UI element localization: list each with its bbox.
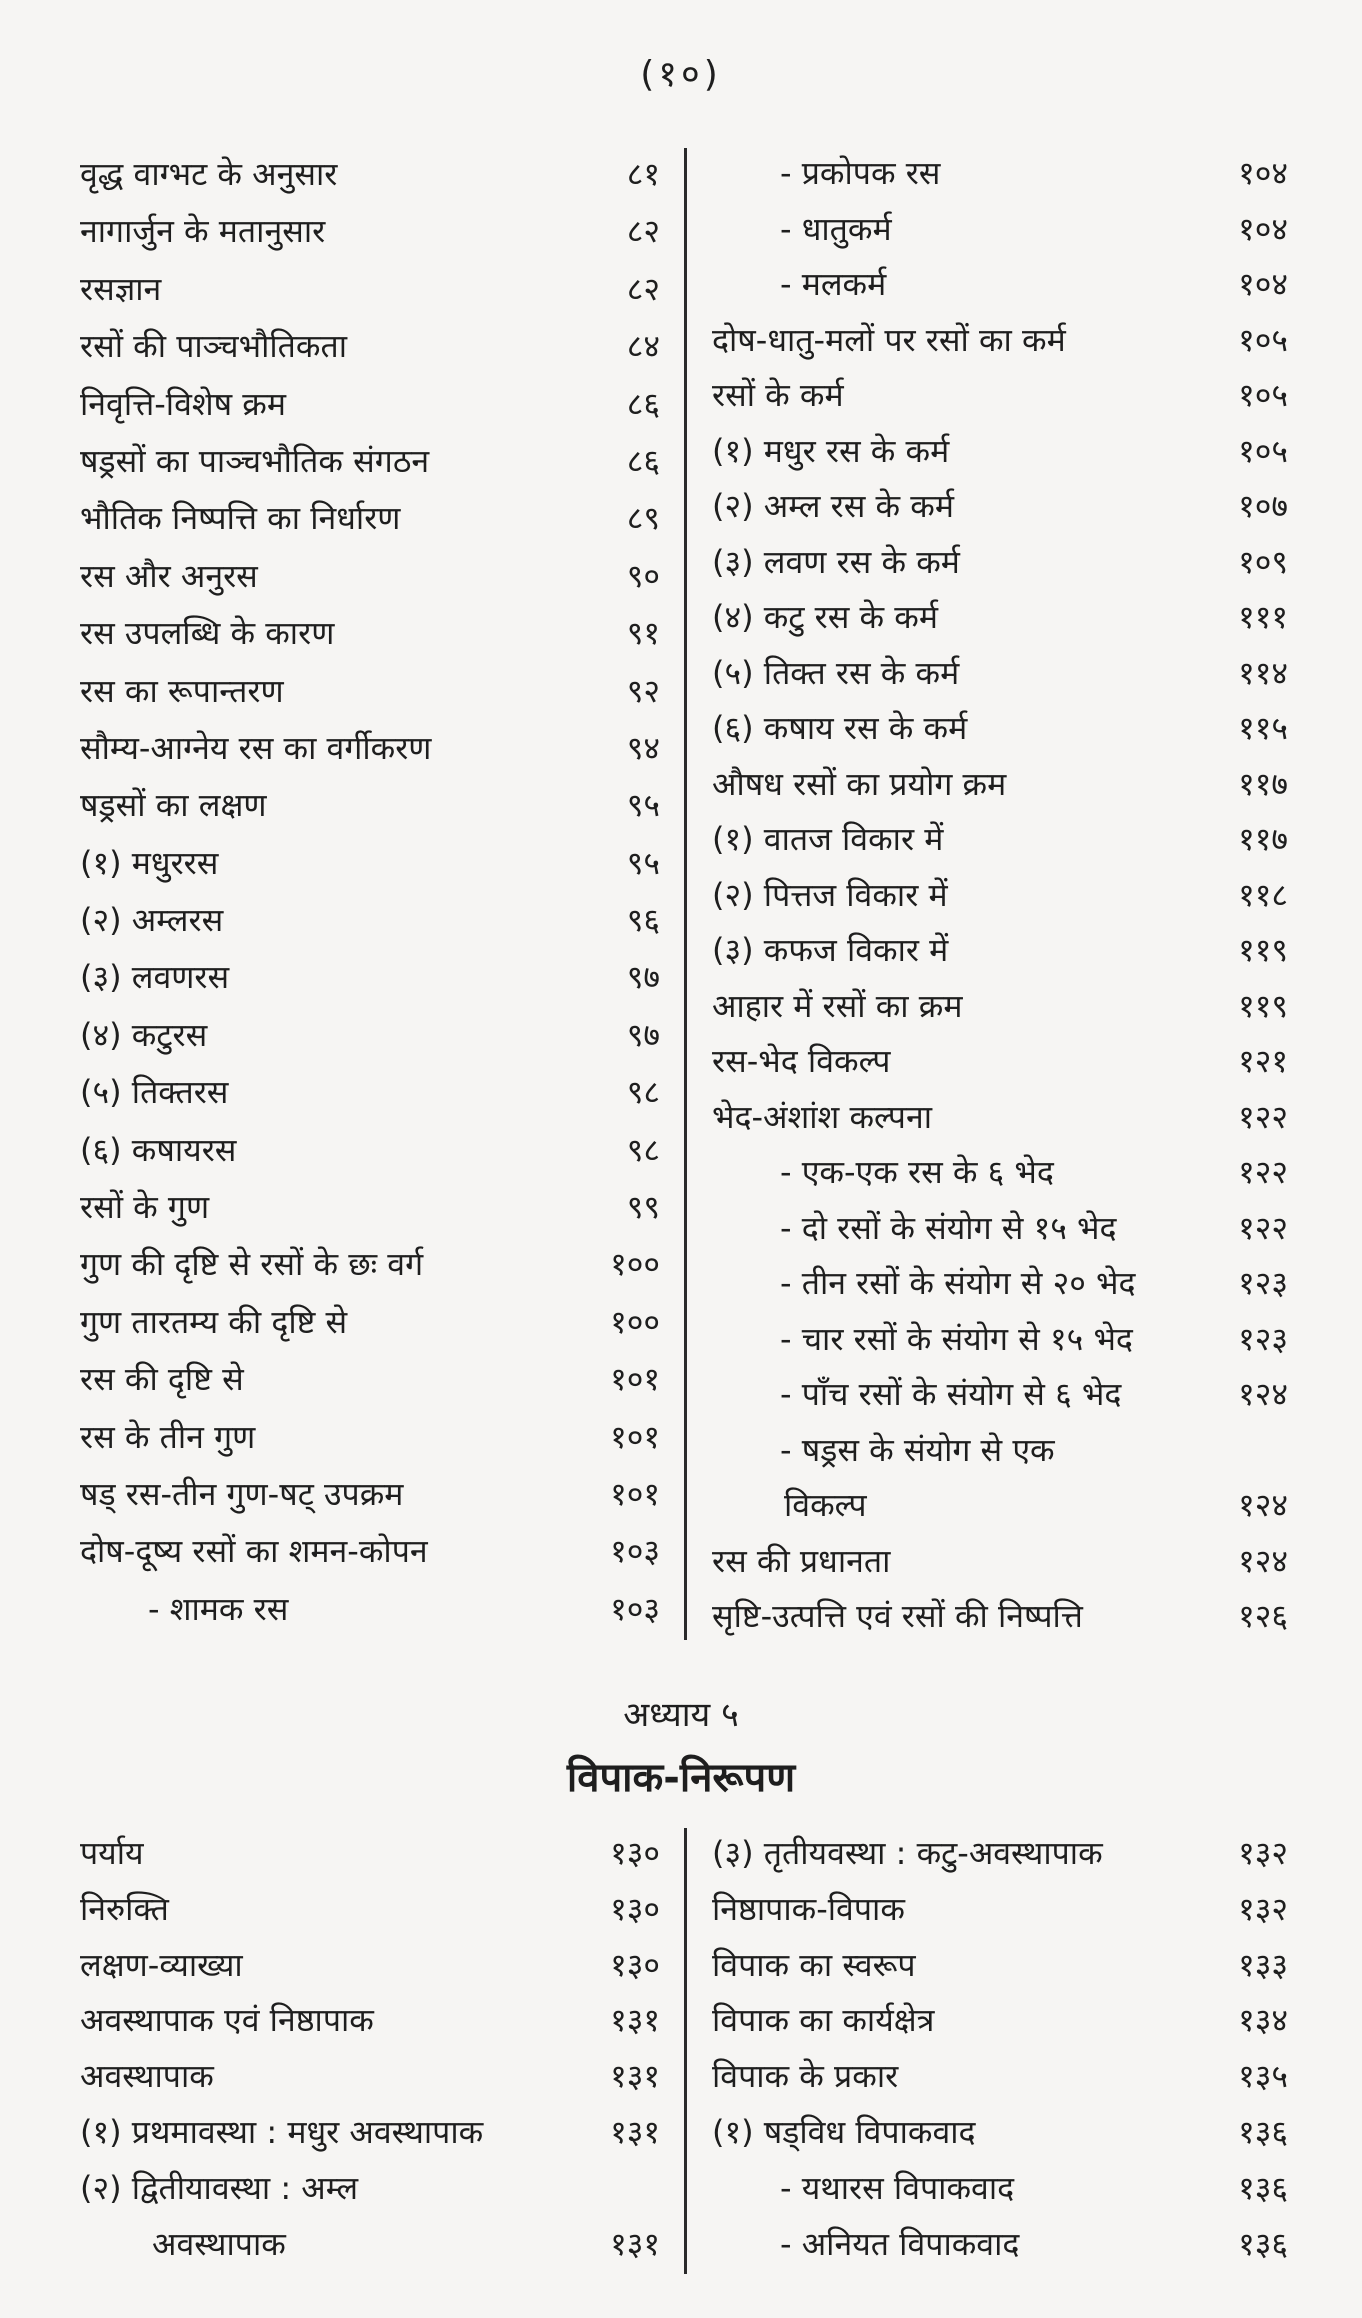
- toc-entry: [80, 835, 660, 892]
- toc-entry-title: (१) षड्विध विपाकवाद: [712, 2112, 976, 2151]
- toc-entry-title: रसों के कर्म: [712, 376, 844, 414]
- toc-entry-page: ९५: [626, 843, 660, 882]
- toc-entry-title: (१) प्रथमावस्था : मधुर अवस्थापाक: [80, 2112, 484, 2151]
- toc-entry: [80, 1523, 660, 1580]
- toc-entry-title: - मलकर्म: [780, 265, 887, 303]
- toc-entry-page: १३१: [610, 2112, 660, 2151]
- toc-entry: [712, 1938, 1288, 1994]
- toc-entry: [80, 777, 660, 834]
- toc-entry: [80, 605, 660, 662]
- toc-entry: [80, 720, 660, 777]
- toc-entry: [80, 433, 660, 490]
- toc-entry-page: १०१: [610, 1417, 660, 1456]
- toc-entry: [712, 979, 1288, 1035]
- toc-entry: [80, 1938, 660, 1994]
- toc-entry-title: निरुक्ति: [80, 1889, 169, 1928]
- toc-entry-page: ८२: [626, 269, 660, 308]
- toc-entry: [80, 203, 660, 260]
- toc-entry-page: ११५: [1238, 709, 1288, 747]
- toc-entry: [712, 757, 1288, 813]
- toc-entry: [80, 2049, 660, 2105]
- toc-entry-title: रस का रूपान्तरण: [80, 671, 284, 710]
- toc-entry-page: १३१: [610, 2057, 660, 2096]
- chapter-title: विपाक-निरूपण: [566, 1755, 796, 1801]
- toc-entry-page: १०१: [610, 1474, 660, 1513]
- toc-entry-page: १२४: [1238, 1541, 1288, 1580]
- toc-entry-title: सौम्य-आग्नेय रस का वर्गीकरण: [80, 728, 432, 767]
- toc-entry: [80, 261, 660, 318]
- toc-entry: [80, 1236, 660, 1293]
- toc-entry-page: १०३: [610, 1532, 660, 1571]
- toc-entry-title: भौतिक निष्पत्ति का निर्धारण: [80, 499, 401, 538]
- toc-entry-page: १०९: [1238, 542, 1288, 581]
- toc-entry-page: १३६: [1238, 2112, 1288, 2151]
- toc-entry-title: षड्रसों का लक्षण: [80, 786, 267, 825]
- toc-entry-title: (२) अम्लरस: [80, 901, 224, 940]
- toc-entry-title: रस और अनुरस: [80, 556, 258, 595]
- toc-entry: [80, 1122, 660, 1179]
- toc-entry-title: - दो रसों के संयोग से १५ भेद: [780, 1208, 1117, 1247]
- toc-entry-page: ११८: [1238, 875, 1288, 914]
- toc-upper-right-column: [712, 146, 1288, 1645]
- toc-entry-page: ८४: [626, 327, 660, 366]
- toc-entry-title: सृष्टि-उत्पत्ति एवं रसों की निष्पत्ति: [712, 1597, 1083, 1635]
- toc-entry-page: १०७: [1238, 487, 1288, 525]
- toc-entry: [712, 535, 1288, 591]
- toc-entry-title: - प्रकोपक रस: [780, 154, 941, 192]
- toc-entry-title: अवस्थापाक एवं निष्ठापाक: [80, 2001, 374, 2040]
- toc-entry-title: विकल्प: [784, 1486, 867, 1524]
- toc-entry-title: (३) तृतीयवस्था : कटु-अवस्थापाक: [712, 1834, 1103, 1872]
- toc-entry: [712, 1826, 1288, 1882]
- toc-entry: [80, 1007, 660, 1064]
- toc-entry: [712, 1367, 1288, 1423]
- chapter-label: अध्याय ५: [623, 1695, 739, 1735]
- toc-entry-title: रस-भेद विकल्प: [712, 1042, 891, 1080]
- toc-entry-page: ८२: [626, 212, 660, 251]
- toc-entry: [712, 2105, 1288, 2161]
- toc-entry-page: १०४: [1238, 265, 1288, 303]
- toc-entry-page: १३१: [610, 2224, 660, 2263]
- toc-entry: [712, 368, 1288, 424]
- toc-entry-title: (२) अम्ल रस के कर्म: [712, 487, 955, 525]
- toc-entry-page: १११: [1238, 598, 1288, 636]
- toc-entry-page: १२२: [1238, 1208, 1288, 1247]
- toc-entry-title: अवस्थापाक: [80, 2057, 214, 2096]
- toc-entry: [80, 949, 660, 1006]
- toc-entry-page: १२२: [1238, 1153, 1288, 1191]
- column-divider-upper: [684, 148, 687, 1640]
- toc-entry: [80, 2161, 660, 2217]
- toc-entry-page: ८१: [626, 155, 660, 193]
- toc-entry-page: १०४: [1238, 154, 1288, 192]
- toc-entry-title: विपाक के प्रकार: [712, 2057, 899, 2096]
- toc-lower-right-column: [712, 1826, 1288, 2272]
- toc-entry-page: ९६: [626, 901, 660, 940]
- toc-entry: [80, 1882, 660, 1938]
- toc-entry: [712, 146, 1288, 202]
- toc-entry: [712, 1589, 1288, 1645]
- toc-entry-title: (४) कटु रस के कर्म: [712, 598, 939, 636]
- toc-entry: [712, 1478, 1288, 1534]
- toc-entry-title: षड्रसों का पाञ्चभौतिक संगठन: [80, 441, 430, 480]
- toc-entry-title: - पाँच रसों के संयोग से ६ भेद: [780, 1375, 1122, 1413]
- toc-entry-title: वृद्ध वाग्भट के अनुसार: [80, 155, 338, 193]
- toc-entry-page: १०३: [610, 1589, 660, 1628]
- toc-entry: [80, 2105, 660, 2161]
- toc-entry: [712, 2161, 1288, 2217]
- toc-entry-title: (१) मधुर रस के कर्म: [712, 431, 950, 470]
- toc-entry-title: दोष-दूष्य रसों का शमन-कोपन: [80, 1532, 428, 1571]
- toc-entry-title: - षड्रस के संयोग से एक: [780, 1430, 1055, 1469]
- toc-entry: [712, 1993, 1288, 2049]
- toc-entry: [80, 376, 660, 433]
- toc-entry-title: - चार रसों के संयोग से १५ भेद: [780, 1319, 1133, 1358]
- toc-entry: [712, 1145, 1288, 1201]
- toc-entry-page: १००: [610, 1302, 660, 1341]
- toc-entry-page: १३२: [1238, 1889, 1288, 1928]
- toc-entry-page: १००: [610, 1245, 660, 1284]
- toc-entry-title: (४) कटुरस: [80, 1015, 208, 1054]
- toc-entry-title: दोष-धातु-मलों पर रसों का कर्म: [712, 320, 1066, 359]
- toc-entry: [712, 1534, 1288, 1590]
- toc-entry-page: ८६: [626, 441, 660, 480]
- toc-entry-title: (५) तिक्त रस के कर्म: [712, 653, 960, 692]
- toc-entry-title: रस की प्रधानता: [712, 1541, 891, 1580]
- toc-entry-page: १०५: [1238, 320, 1288, 359]
- toc-entry: [712, 1256, 1288, 1312]
- toc-entry-page: ८९: [626, 499, 660, 538]
- toc-entry: [712, 868, 1288, 924]
- toc-entry-title: गुण की दृष्टि से रसों के छः वर्ग: [80, 1245, 424, 1284]
- toc-entry-title: रसों के गुण: [80, 1188, 210, 1227]
- toc-entry-title: औषध रसों का प्रयोग क्रम: [712, 764, 1007, 803]
- toc-entry-page: १३३: [1238, 1945, 1288, 1984]
- toc-entry: [712, 590, 1288, 646]
- toc-entry-title: रसज्ञान: [80, 269, 162, 308]
- toc-entry: [712, 424, 1288, 480]
- toc-entry-title: रसों की पाञ्चभौतिकता: [80, 327, 348, 366]
- toc-entry-page: १०५: [1238, 431, 1288, 470]
- toc-entry-page: १३१: [610, 2001, 660, 2040]
- toc-entry: [712, 923, 1288, 979]
- toc-entry-page: ९७: [626, 1015, 660, 1054]
- toc-entry: [80, 1064, 660, 1121]
- toc-entry-title: - तीन रसों के संयोग से २० भेद: [780, 1264, 1136, 1302]
- toc-entry-page: ९८: [626, 1130, 660, 1169]
- toc-entry-page: ९९: [626, 1188, 660, 1227]
- toc-entry-page: ११७: [1238, 820, 1288, 858]
- toc-entry-page: १२४: [1238, 1486, 1288, 1524]
- toc-entry-page: ८६: [626, 384, 660, 423]
- toc-entry-title: अवस्थापाक: [152, 2224, 286, 2263]
- toc-entry-title: (६) कषायरस: [80, 1130, 237, 1169]
- column-divider-lower: [684, 1828, 687, 2274]
- toc-entry: [712, 812, 1288, 868]
- toc-entry: [80, 548, 660, 605]
- toc-entry-title: नागार्जुन के मतानुसार: [80, 212, 326, 251]
- toc-entry-page: ११९: [1238, 986, 1288, 1025]
- page-number: (१०): [640, 54, 722, 95]
- toc-entry-page: ९५: [626, 786, 660, 825]
- toc-entry-page: १२४: [1238, 1375, 1288, 1413]
- toc-entry-page: ९२: [626, 671, 660, 710]
- toc-entry-page: १०५: [1238, 376, 1288, 414]
- toc-entry: [80, 1581, 660, 1638]
- toc-entry: [712, 1312, 1288, 1368]
- toc-entry-title: निष्ठापाक-विपाक: [712, 1889, 905, 1928]
- toc-entry-page: १३०: [610, 1889, 660, 1928]
- toc-entry-page: ११७: [1238, 764, 1288, 803]
- toc-entry: [80, 2217, 660, 2273]
- toc-entry-title: रस की दृष्टि से: [80, 1360, 244, 1399]
- toc-entry-page: १३०: [610, 1834, 660, 1872]
- toc-entry-title: भेद-अंशांश कल्पना: [712, 1097, 932, 1136]
- toc-entry-title: - शामक रस: [148, 1589, 289, 1628]
- toc-entry-title: (५) तिक्तरस: [80, 1073, 229, 1112]
- toc-entry-title: (३) कफज विकार में: [712, 931, 949, 969]
- toc-entry-title: पर्याय: [80, 1834, 144, 1872]
- toc-entry-title: (६) कषाय रस के कर्म: [712, 709, 968, 747]
- toc-entry: [80, 1993, 660, 2049]
- toc-entry-title: (१) मधुररस: [80, 843, 219, 882]
- toc-entry: [712, 257, 1288, 313]
- toc-entry-page: १२२: [1238, 1097, 1288, 1136]
- toc-entry: [712, 202, 1288, 258]
- toc-entry: [712, 1201, 1288, 1257]
- toc-entry-title: - यथारस विपाकवाद: [780, 2168, 1015, 2207]
- toc-entry: [80, 1351, 660, 1408]
- toc-entry-title: (३) लवण रस के कर्म: [712, 542, 960, 581]
- toc-entry-page: ११४: [1238, 653, 1288, 692]
- toc-entry-page: १३६: [1238, 2168, 1288, 2207]
- toc-entry-page: १२३: [1238, 1264, 1288, 1302]
- toc-entry: [80, 892, 660, 949]
- toc-entry-title: निवृत्ति-विशेष क्रम: [80, 384, 287, 423]
- toc-lower-left-column: [80, 1826, 660, 2272]
- toc-entry-page: १३६: [1238, 2224, 1288, 2263]
- toc-entry-page: ११९: [1238, 931, 1288, 969]
- toc-entry-page: १२१: [1238, 1042, 1288, 1080]
- toc-entry: [712, 701, 1288, 757]
- toc-entry: [712, 1882, 1288, 1938]
- toc-entry-page: ९०: [626, 556, 660, 595]
- toc-entry: [712, 1090, 1288, 1146]
- toc-entry-title: रस उपलब्धि के कारण: [80, 614, 335, 653]
- toc-entry-title: - एक-एक रस के ६ भेद: [780, 1153, 1054, 1191]
- toc-entry-page: १३४: [1238, 2001, 1288, 2040]
- toc-entry-title: (२) द्वितीयावस्था : अम्ल: [80, 2168, 359, 2207]
- toc-entry: [80, 490, 660, 547]
- toc-entry-title: विपाक का स्वरूप: [712, 1945, 916, 1984]
- toc-entry-page: १३२: [1238, 1834, 1288, 1872]
- toc-entry: [80, 1294, 660, 1351]
- toc-entry-page: ९४: [626, 728, 660, 767]
- toc-entry-title: विपाक का कार्यक्षेत्र: [712, 2001, 935, 2040]
- toc-entry: [80, 663, 660, 720]
- toc-entry: [712, 479, 1288, 535]
- toc-entry-title: - धातुकर्म: [780, 209, 892, 248]
- toc-entry: [712, 1034, 1288, 1090]
- toc-entry-page: १२६: [1238, 1597, 1288, 1635]
- toc-entry: [80, 146, 660, 203]
- toc-entry-page: १३५: [1238, 2057, 1288, 2096]
- toc-entry-page: ९१: [626, 614, 660, 653]
- toc-entry: [80, 1826, 660, 1882]
- toc-entry-title: - अनियत विपाकवाद: [780, 2224, 1020, 2263]
- toc-entry-title: (२) पित्तज विकार में: [712, 875, 948, 914]
- toc-entry-title: (३) लवणरस: [80, 958, 230, 997]
- toc-entry: [712, 313, 1288, 369]
- toc-entry: [712, 2217, 1288, 2273]
- toc-entry-title: रस के तीन गुण: [80, 1417, 256, 1456]
- toc-entry-page: ९८: [626, 1073, 660, 1112]
- toc-entry-title: लक्षण-व्याख्या: [80, 1945, 243, 1984]
- toc-entry-page: १०४: [1238, 209, 1288, 248]
- toc-entry-page: १३०: [610, 1945, 660, 1984]
- toc-entry-page: ९७: [626, 958, 660, 997]
- toc-entry-title: गुण तारतम्य की दृष्टि से: [80, 1302, 348, 1341]
- toc-entry: [712, 2049, 1288, 2105]
- toc-entry: [80, 1466, 660, 1523]
- toc-entry-page: १२३: [1238, 1319, 1288, 1358]
- toc-entry-title: षड् रस-तीन गुण-षट् उपक्रम: [80, 1474, 404, 1513]
- toc-entry: [80, 1409, 660, 1466]
- toc-entry: [712, 1423, 1288, 1479]
- toc-entry-page: १०१: [610, 1360, 660, 1399]
- toc-entry: [80, 1179, 660, 1236]
- toc-entry: [80, 318, 660, 375]
- toc-upper-left-column: [80, 146, 660, 1638]
- toc-entry-title: आहार में रसों का क्रम: [712, 986, 963, 1025]
- toc-entry: [712, 646, 1288, 702]
- toc-entry-title: (१) वातज विकार में: [712, 820, 944, 858]
